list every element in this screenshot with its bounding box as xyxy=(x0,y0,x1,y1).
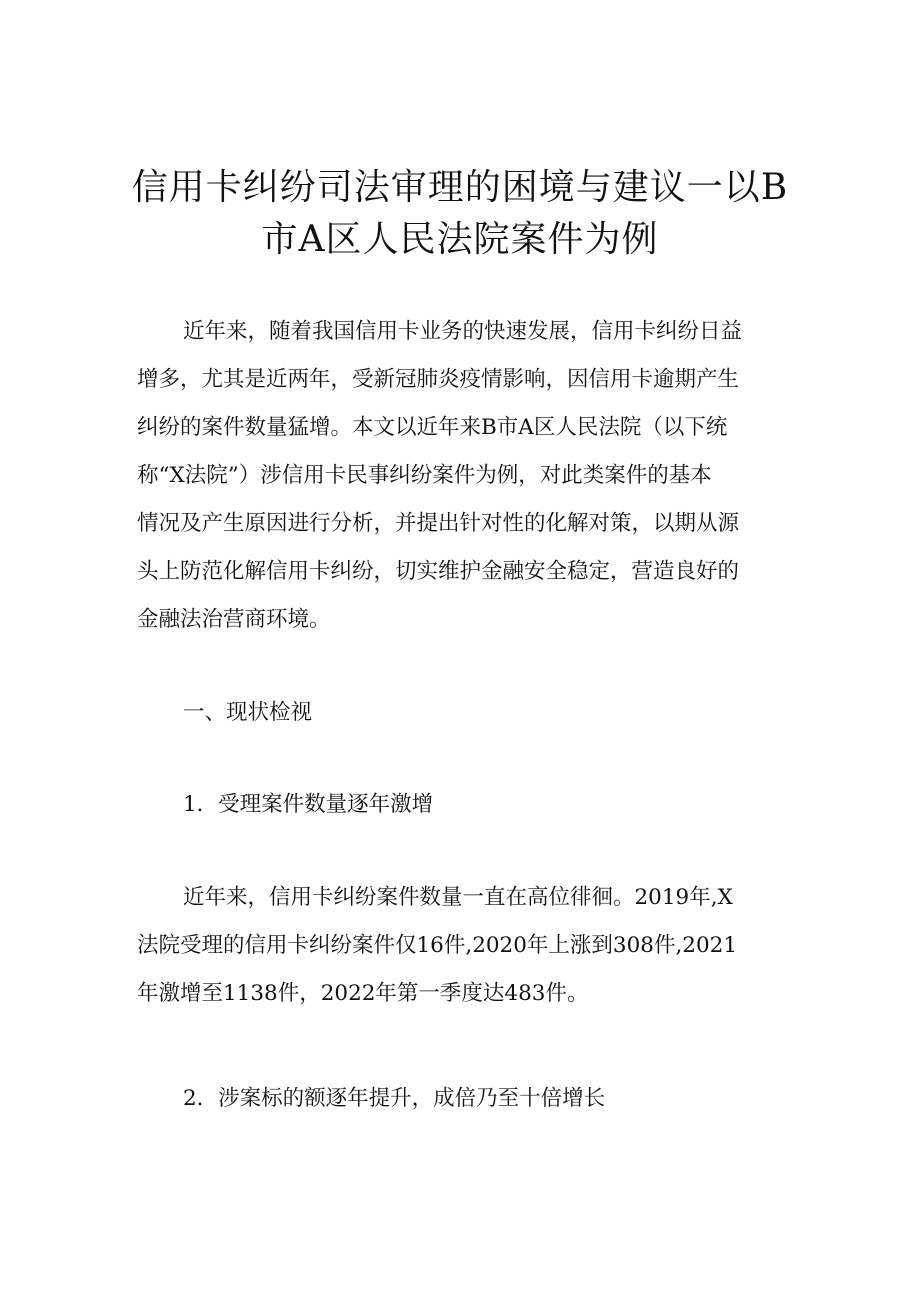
paragraph-line: 增多，尤其是近两年，受新冠肺炎疫情影响，因信用卡逾期产生 xyxy=(137,367,740,392)
document-title xyxy=(120,162,800,266)
subsection-heading-case-volume: 1．受理案件数量逐年激增 xyxy=(183,792,434,817)
paragraph-line: 头上防范化解信用卡纠纷，切实维护金融安全稳定，营造良好的 xyxy=(137,559,740,584)
paragraph-line: 法院受理的信用卡纠纷案件仅16件,2020年上涨到308件,2021 xyxy=(137,933,737,958)
paragraph-line: 纠纷的案件数量猛增。本文以近年来B市A区人民法院（以下统 xyxy=(137,415,728,440)
section-heading-status-review: 一、现状检视 xyxy=(183,700,313,725)
paragraph-line: 称“X法院”）涉信用卡民事纠纷案件为例，对此类案件的基本 xyxy=(137,463,712,488)
paragraph-line: 情况及产生原因进行分析，并提出针对性的化解对策，以期从源 xyxy=(137,511,740,536)
paragraph-line: 金融法治营商环境。 xyxy=(137,607,331,632)
paragraph-line: 年激增至1138件，2022年第一季度达483件。 xyxy=(137,981,589,1006)
case-volume-paragraph xyxy=(137,874,785,1018)
intro-paragraph xyxy=(137,308,785,644)
subsection-heading-claim-amount: 2．涉案标的额逐年提升，成倍乃至十倍增长 xyxy=(183,1086,606,1111)
title-line-2: 市A区人民法院案件为例 xyxy=(261,219,659,260)
paragraph-line: 近年来，随着我国信用卡业务的快速发展，信用卡纠纷日益 xyxy=(183,319,743,344)
title-line-1: 信用卡纠纷司法审理的困境与建议一以B xyxy=(131,167,789,208)
paragraph-line: 近年来，信用卡纠纷案件数量一直在高位徘徊。2019年,X xyxy=(183,885,733,910)
